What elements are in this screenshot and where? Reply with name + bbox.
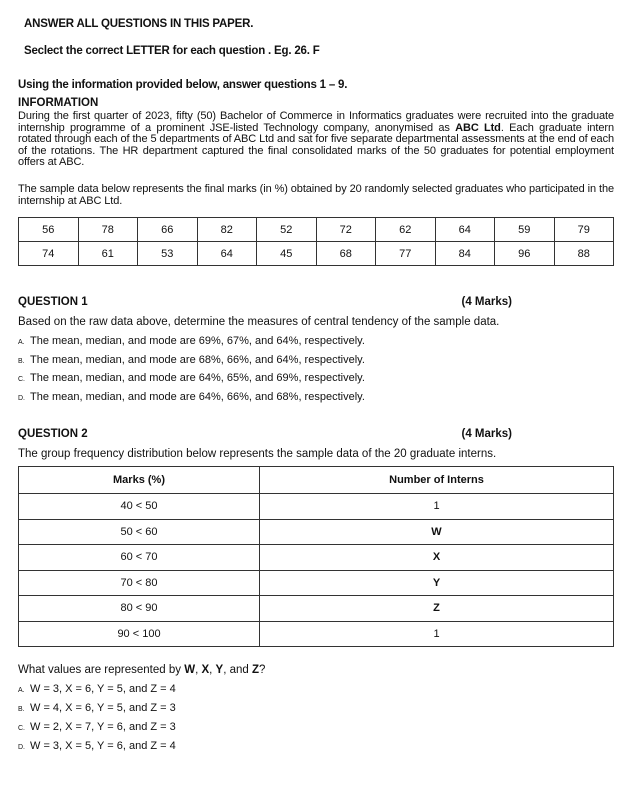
intro-text: Using the information provided below, answer questions 1 – 9. [18,79,348,91]
question-1-option-a[interactable]: A. The mean, median, and mode are 69%, 67%, and 64%, respectively. [18,335,365,347]
data-cell: 84 [435,242,495,266]
question-1-title: QUESTION 1 [18,296,88,308]
information-heading: INFORMATION [18,97,99,109]
data-cell: 78 [78,218,138,242]
question-1-option-d[interactable]: D. The mean, median, and mode are 64%, 66%, and 68%, respectively. [18,391,365,403]
question-1-heading [18,296,512,308]
table-row [19,242,614,266]
count-cell: W [260,519,614,545]
marks-cell: 90 < 100 [19,621,260,647]
data-cell: 62 [376,218,436,242]
question-1-option-c[interactable]: C. The mean, median, and mode are 64%, 65%, and 69%, respectively. [18,372,365,384]
count-cell: Z [260,596,614,622]
question-1-marks: (4 Marks) [461,296,512,308]
data-cell: 96 [495,242,555,266]
data-cell: 88 [554,242,614,266]
question-1-prompt: Based on the raw data above, determine the measures of central tendency of the sample data. [18,316,500,328]
question-2-title: QUESTION 2 [18,428,88,440]
count-cell: Y [260,570,614,596]
data-cell: 72 [316,218,376,242]
question-2-question: What values are represented by W, X, Y, and Z? [18,664,266,676]
interns-column-header: Number of Interns [260,467,614,494]
count-cell: 1 [260,494,614,520]
count-cell: X [260,545,614,571]
table-header-row [19,467,614,494]
question-1-option-b[interactable]: B. The mean, median, and mode are 68%, 66%, and 64%, respectively. [18,354,365,366]
question-2-option-b[interactable]: B. W = 4, X = 6, Y = 5, and Z = 3 [18,702,176,714]
table-row [19,494,614,520]
question-2-option-c[interactable]: C. W = 2, X = 7, Y = 6, and Z = 3 [18,721,176,733]
marks-column-header: Marks (%) [19,467,260,494]
data-cell: 66 [138,218,198,242]
data-cell: 45 [257,242,317,266]
question-2-marks: (4 Marks) [461,428,512,440]
question-2-prompt: The group frequency distribution below represents the sample data of the 20 graduate interns. [18,448,497,460]
marks-cell: 50 < 60 [19,519,260,545]
table-row [19,218,614,242]
sample-data-table [18,217,614,266]
data-cell: 56 [19,218,79,242]
company-name: ABC Ltd [455,121,501,134]
marks-cell: 70 < 80 [19,570,260,596]
count-cell: 1 [260,621,614,647]
marks-cell: 60 < 70 [19,545,260,571]
question-2-option-d[interactable]: D. W = 3, X = 5, Y = 6, and Z = 4 [18,740,176,752]
data-cell: 53 [138,242,198,266]
question-2-option-a[interactable]: A. W = 3, X = 6, Y = 5, and Z = 4 [18,683,176,695]
question-2-heading [18,428,512,440]
data-cell: 64 [435,218,495,242]
sample-description: The sample data below represents the final marks (in %) obtained by 20 randomly selected graduates who participated in the internship at ABC Ltd. [18,183,614,207]
marks-cell: 80 < 90 [19,596,260,622]
information-paragraph: During the first quarter of 2023, fifty (50) Bachelor of Commerce in Informatics graduates were recruited into the graduate internship programme of a prominent JSE-listed Technology company, anonymised as ABC Ltd. Each graduate intern rotated through each of the 5 departments of ABC Ltd and sat for five separate departmental assessments at the end of each of the rotations. The HR department captured the final consolidated marks of the 50 graduates for potential employment offers at ABC. [18,110,614,169]
data-cell: 79 [554,218,614,242]
data-cell: 77 [376,242,436,266]
table-row [19,596,614,622]
marks-cell: 40 < 50 [19,494,260,520]
table-row [19,545,614,571]
data-cell: 68 [316,242,376,266]
frequency-table [18,466,614,647]
table-row [19,621,614,647]
instruction-line-2: Seclect the correct LETTER for each question . Eg. 26. F [24,45,320,57]
data-cell: 52 [257,218,317,242]
instruction-line-1: ANSWER ALL QUESTIONS IN THIS PAPER. [24,18,254,30]
data-cell: 82 [197,218,257,242]
data-cell: 74 [19,242,79,266]
table-row [19,570,614,596]
table-row [19,519,614,545]
data-cell: 64 [197,242,257,266]
data-cell: 61 [78,242,138,266]
data-cell: 59 [495,218,555,242]
